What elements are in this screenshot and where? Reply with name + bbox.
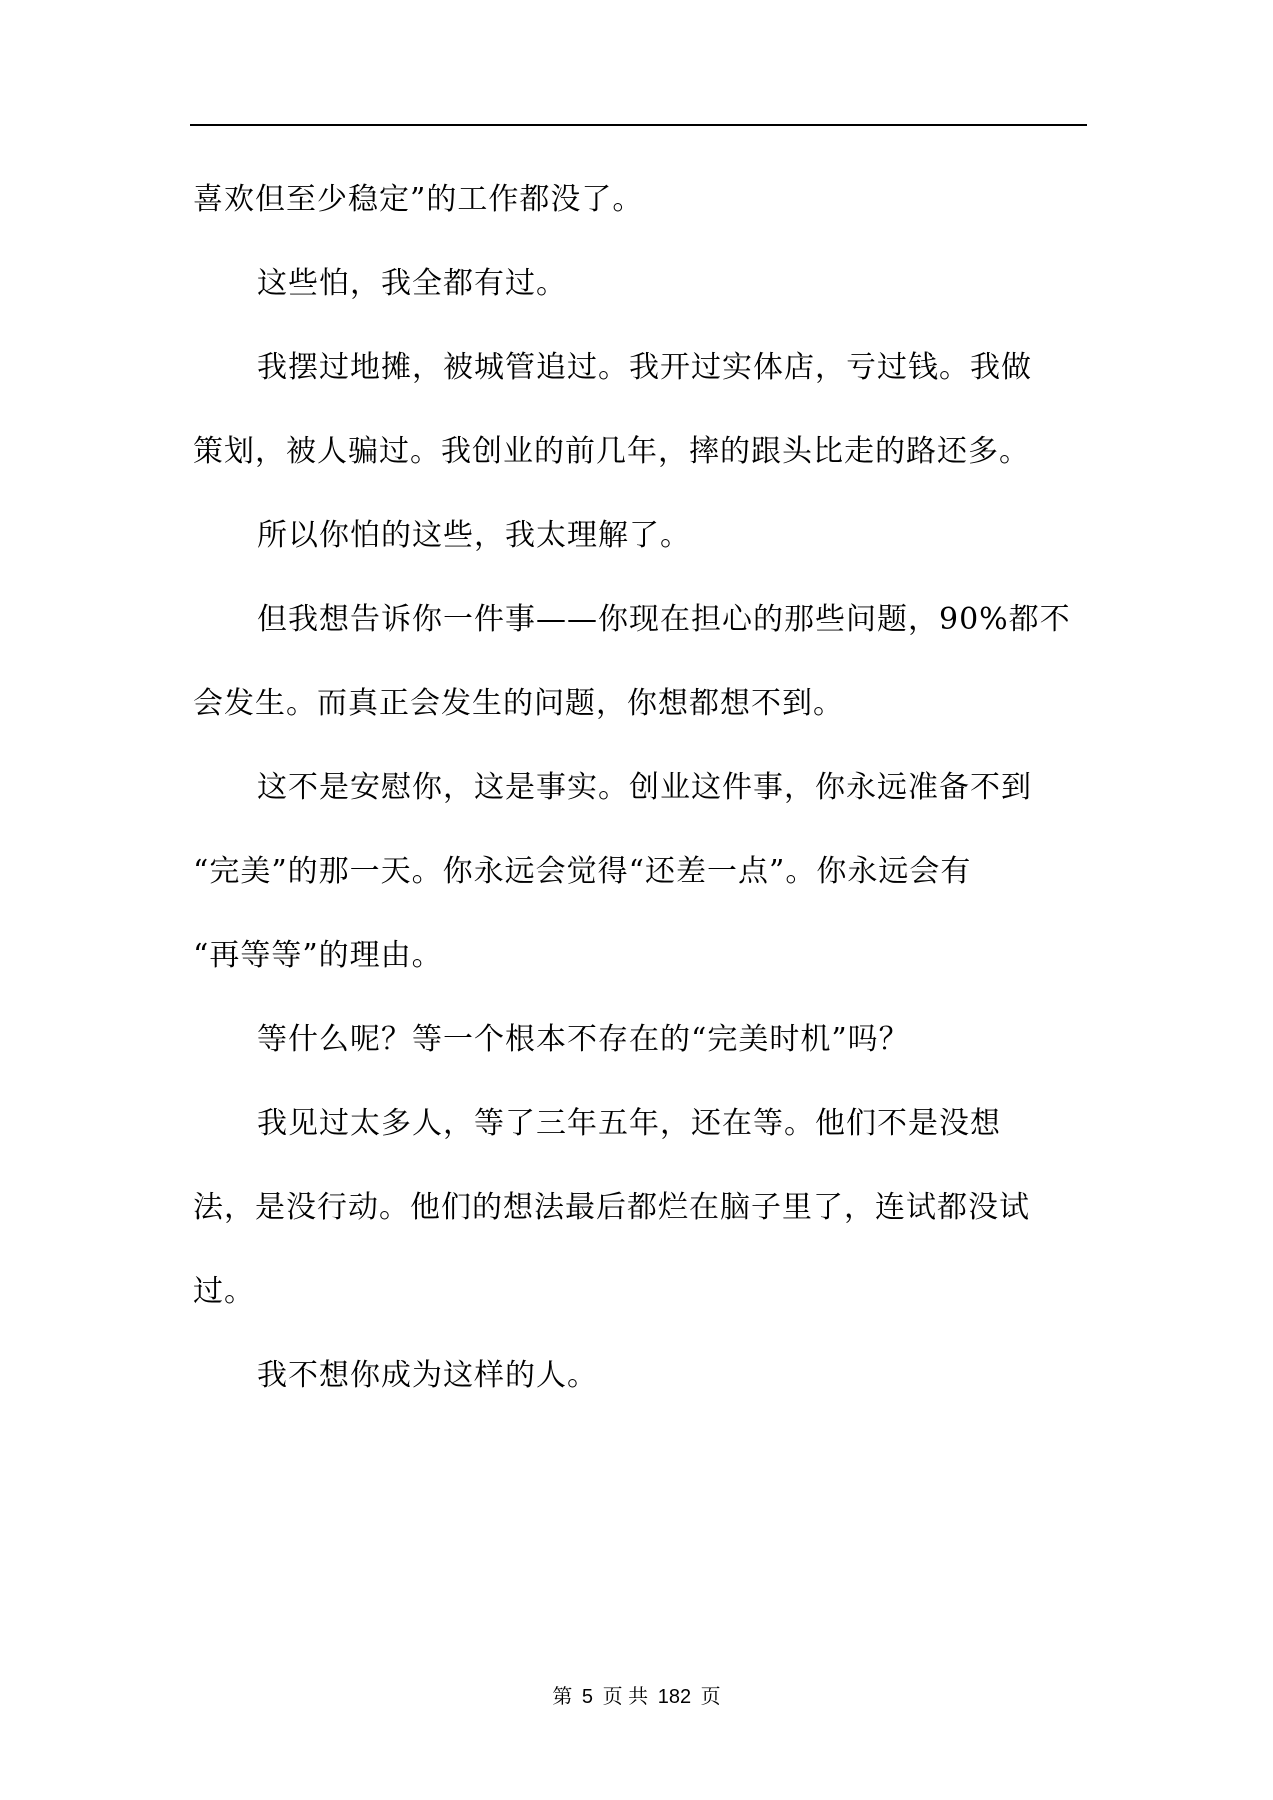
current-page-number: 5 — [581, 1686, 594, 1708]
text-line: 我摆过地摊，被城管追过。我开过实体店，亏过钱。我做 — [257, 350, 1032, 385]
text-line: 这不是安慰你，这是事实。创业这件事，你永远准备不到 — [257, 770, 1032, 805]
text-line: 等什么呢？等一个根本不存在的“完美时机”吗？ — [257, 1022, 910, 1057]
page-footer — [0, 1683, 1273, 1711]
footer-suffix: 页 — [700, 1686, 721, 1708]
text-line: 会发生。而真正会发生的问题，你想都想不到。 — [193, 686, 844, 721]
total-page-count: 182 — [657, 1686, 692, 1708]
text-line: 我不想你成为这样的人。 — [257, 1358, 598, 1393]
text-line: 我见过太多人，等了三年五年，还在等。他们不是没想 — [257, 1106, 1001, 1141]
text-line: 这些怕，我全都有过。 — [257, 266, 567, 301]
body-text — [193, 158, 1085, 1418]
text-line: 但我想告诉你一件事——你现在担心的那些问题，90%都不 — [257, 602, 1071, 637]
text-line: “完美”的那一天。你永远会觉得“还差一点”。你永远会有 — [193, 854, 972, 889]
text-line: “再等等”的理由。 — [193, 938, 443, 973]
footer-prefix: 第 — [552, 1686, 573, 1708]
text-line: 策划，被人骗过。我创业的前几年，摔的跟头比走的路还多。 — [193, 434, 1030, 469]
text-line: 所以你怕的这些，我太理解了。 — [257, 518, 691, 553]
text-line: 喜欢但至少稳定”的工作都没了。 — [193, 182, 644, 217]
text-line: 法，是没行动。他们的想法最后都烂在脑子里了，连试都没试 — [193, 1190, 1030, 1225]
text-line: 过。 — [193, 1274, 255, 1309]
header-rule — [190, 124, 1087, 126]
footer-middle: 页 共 — [602, 1686, 649, 1708]
